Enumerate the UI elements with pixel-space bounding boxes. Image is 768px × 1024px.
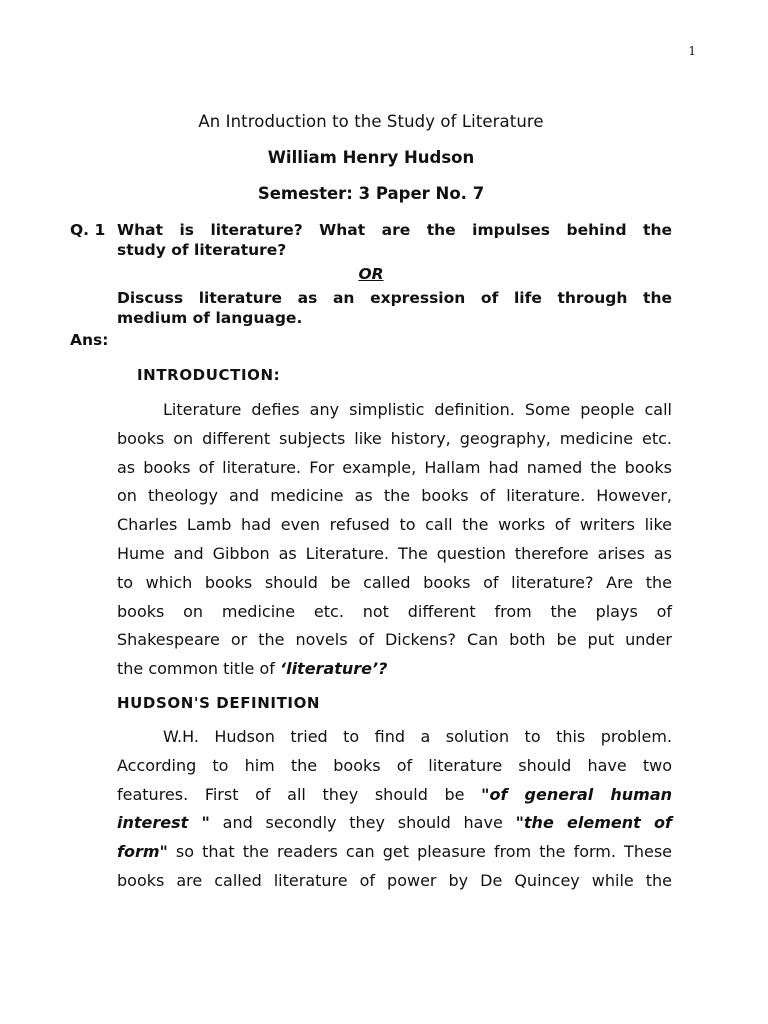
question-line-1: What is literature? What are the impulses behind the [117,221,672,239]
paragraph-line [117,655,672,684]
paragraph-line: W.H. Hudson tried to find a solution to this problem. [163,727,672,746]
paragraph-line [117,838,672,867]
alternate-question [117,288,672,328]
or-separator: OR [358,265,384,283]
paragraph-line [117,809,672,838]
text-fragment: features. First of all they should be [117,784,482,804]
introduction-paragraph [117,396,672,684]
answer-label: Ans: [70,331,109,349]
paragraph-line: Hume and Gibbon as Literature. The question therefore arises as [117,543,672,563]
page-number: 1 [688,44,696,58]
paragraph-line: Literature defies any simplistic definition. Some people call [163,400,672,419]
paragraph-line: books are called literature of power by De Quincey while the [117,870,672,890]
paragraph-line: Charles Lamb had even refused to call the works of writers like [117,515,672,535]
semester-info: Semester: 3 Paper No. 7 [257,184,485,203]
paragraph-line: Shakespeare or the novels of Dickens? Can both be put under [117,630,672,650]
emphasized-quote: form" [117,842,168,862]
question-text [117,220,672,260]
question-number: Q. 1 [70,221,106,239]
text-fragment: so that the readers can get pleasure from the form. These [167,842,672,862]
paragraph-line: to which books should be called books of literature? Are the [117,572,672,592]
emphasized-quote: "the element of [515,813,672,833]
introduction-heading: INTRODUCTION: [137,366,281,384]
alternate-question-line-2: medium of language. [117,309,303,327]
question-block [70,220,672,260]
alternate-question-line-1: Discuss literature as an expression of life through the [117,289,672,307]
paragraph-line [117,781,672,810]
text-fragment: and secondly they should have [209,813,516,833]
paragraph-line: books on medicine etc. not different from the plays of [117,601,672,621]
paragraph-line: According to him the books of literature should have two [117,755,672,775]
paragraph-line: on theology and medicine as the books of literature. However, [117,486,672,506]
emphasized-term: ‘literature’? [280,659,388,679]
paragraph-line: books on different subjects like history, geography, medicine etc. [117,428,672,448]
emphasized-quote: interest " [117,813,210,833]
text-fragment: the common title of [117,659,280,679]
hudson-paragraph [117,723,672,896]
document-author: William Henry Hudson [267,148,475,167]
document-title: An Introduction to the Study of Literature [198,112,544,131]
hudson-definition-heading: HUDSON'S DEFINITION [117,694,321,712]
paragraph-line: as books of literature. For example, Hallam had named the books [117,457,672,477]
question-line-2: study of literature? [117,241,287,259]
emphasized-quote: "of general human [481,784,673,804]
